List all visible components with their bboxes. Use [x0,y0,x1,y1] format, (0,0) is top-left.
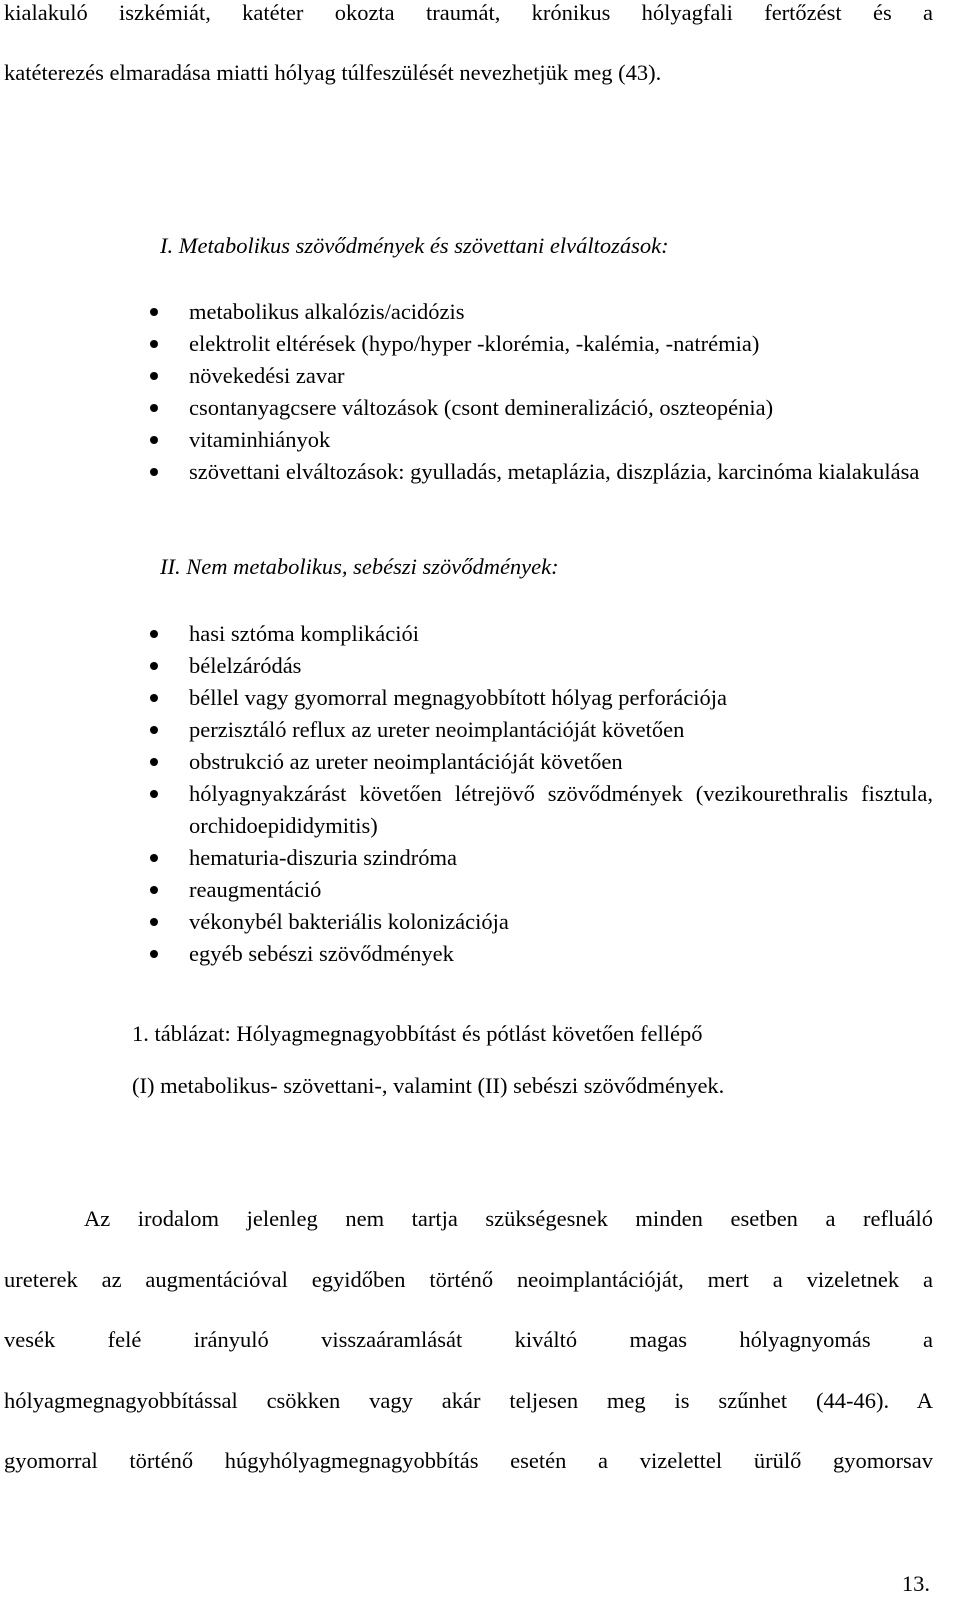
list-item: metabolikus alkalózis/acidózis [0,296,933,328]
list-item: egyéb sebészi szövődmények [0,938,933,970]
list-item: obstrukció az ureter neoimplantációját követően [0,746,933,778]
list-item: vitaminhiányok [0,424,933,456]
bullet-icon [150,630,158,638]
list-item: csontanyagcsere változások (csont demineralizáció, oszteopénia) [0,392,933,424]
bullet-icon [150,340,158,348]
intro-line-1: kialakuló iszkémiát, katéter okozta traumát, krónikus hólyagfali fertőzést és a [4,0,933,25]
bullet-icon [150,726,158,734]
bullet-icon [150,436,158,444]
list-item: növekedési zavar [0,360,933,392]
section-2-list [0,618,960,970]
list-item: hematuria-diszuria szindróma [0,842,933,874]
section-1-list [0,296,960,488]
list-item: béllel vagy gyomorral megnagyobbított hólyag perforációja [0,682,933,714]
bullet-icon [150,372,158,380]
list-item: vékonybél bakteriális kolonizációja [0,906,933,938]
body-line-5: gyomorral történő húgyhólyagmegnagyobbítás esetén a vizelettel ürülő gyomorsav [4,1448,933,1473]
bullet-icon [150,950,158,958]
body-line-2: ureterek az augmentációval egyidőben történő neoimplantációját, mert a vizeletnek a [4,1267,933,1292]
bullet-icon [150,854,158,862]
table-caption-line-1: 1. táblázat: Hólyagmegnagyobbítást és pótlást követően fellépő [132,1021,703,1046]
bullet-icon [150,790,158,798]
bullet-icon [150,694,158,702]
list-item: perzisztáló reflux az ureter neoimplantációját követően [0,714,933,746]
list-item: bélelzáródás [0,650,933,682]
table-caption-line-2: (I) metabolikus- szövettani-, valamint (II) sebészi szövődmények. [132,1073,725,1098]
page-number: 13. [901,1571,930,1596]
list-item: hólyagnyakzárást követően létrejövő szövődmények (vezikourethralis fisztula, orchidoepididymitis) [0,778,933,842]
list-item: szövettani elváltozások: gyulladás, metaplázia, diszplázia, karcinóma kialakulása [0,456,933,488]
body-line-4: hólyagmegnagyobbítással csökken vagy akár teljesen meg is szűnhet (44-46). A [4,1388,933,1413]
bullet-icon [150,886,158,894]
bullet-icon [150,468,158,476]
list-item: reaugmentáció [0,874,933,906]
list-item: elektrolit eltérések (hypo/hyper -klorémia, -kalémia, -natrémia) [0,328,933,360]
bullet-icon [150,662,158,670]
list-item: hasi sztóma komplikációi [0,618,933,650]
bullet-icon [150,918,158,926]
bullet-icon [150,308,158,316]
bullet-icon [150,404,158,412]
section-1-heading: I. Metabolikus szövődmények és szövettani elváltozások: [160,233,669,258]
section-2-heading: II. Nem metabolikus, sebészi szövődmények: [160,554,559,579]
body-line-3: vesék felé irányuló visszaáramlását kiváltó magas hólyagnyomás a [4,1327,933,1352]
body-line-1: Az irodalom jelenleg nem tartja szükségesnek minden esetben a refluáló [84,1206,933,1231]
bullet-icon [150,758,158,766]
intro-line-2: katéterezés elmaradása miatti hólyag túlfeszülését nevezhetjük meg (43). [4,60,662,85]
